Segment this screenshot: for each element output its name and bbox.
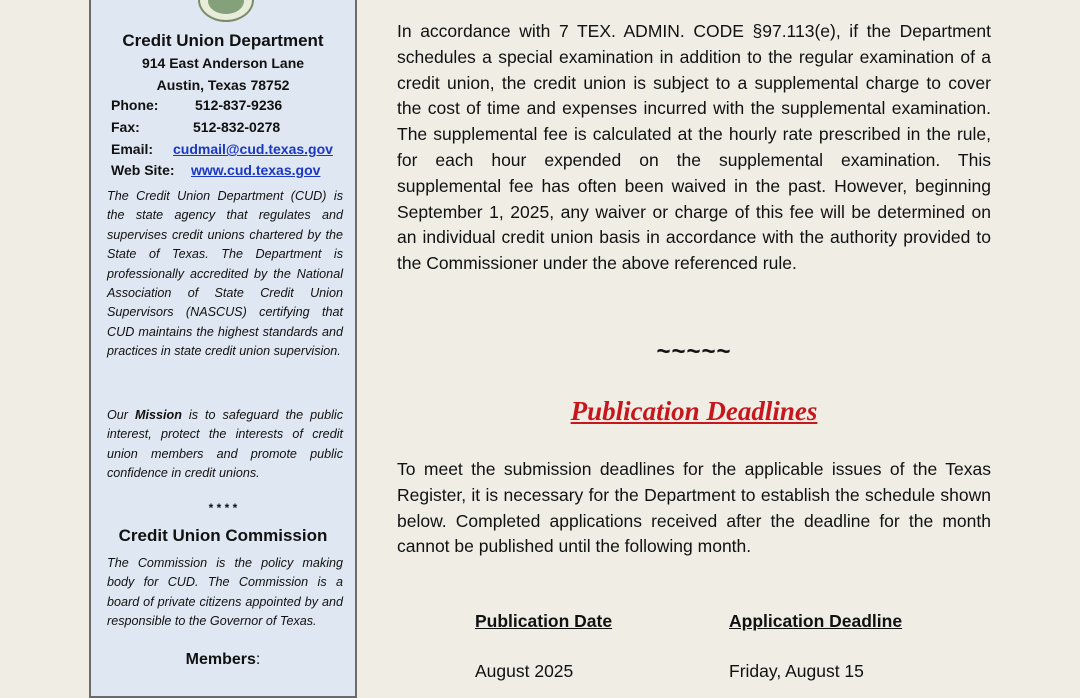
phone-label: Phone: — [111, 97, 159, 113]
members-label: Members — [185, 651, 256, 668]
mission-prefix: Our — [107, 408, 128, 422]
email-link[interactable]: cudmail@cud.texas.gov — [173, 141, 333, 157]
commission-title: Credit Union Commission — [118, 526, 328, 545]
about-text: The Credit Union Department (CUD) is the state agency that regulates and supervises credit unions chartered by the State of Texas. The Department is professionally accredited by the National Association of State Credit Union Supervisors (NASCUS) certifying that CUD maintains the highest standards and practices in state credit union supervision. — [107, 189, 343, 359]
deadlines-paragraph: To meet the submission deadlines for the applicable issues of the Texas Register, it is necessary for the Department to establish the schedule shown below. Completed applications received after the deadline for the month cannot be published until the following month. — [397, 459, 991, 557]
table-cell-application-deadline: Friday, August 15 — [729, 661, 864, 681]
mission-text — [107, 406, 343, 484]
email-label: Email: — [111, 141, 154, 157]
fax-value: 512-832-0278 — [193, 119, 281, 135]
website-row — [111, 162, 321, 178]
email-row — [111, 141, 333, 157]
table-header-application-deadline: Application Deadline — [729, 611, 903, 631]
fax-row — [111, 119, 281, 135]
mission-word: Mission — [135, 408, 182, 422]
org-title: Credit Union Department — [122, 31, 324, 50]
website-link[interactable]: www.cud.texas.gov — [191, 162, 321, 178]
members-colon: : — [255, 651, 261, 668]
commission-text: The Commission is the policy making body for CUD. The Commission is a board of private citizens appointed by and responsible to the Governor of Texas. — [107, 556, 343, 629]
table-header-publication-date: Publication Date — [475, 611, 613, 631]
address-line-1: 914 East Anderson Lane — [141, 55, 305, 71]
members-heading — [91, 651, 355, 669]
separator-stars: * * * * — [208, 501, 238, 515]
website-label: Web Site: — [111, 162, 175, 178]
sidebar-panel — [89, 0, 357, 698]
section-divider: ~~~~~ — [656, 338, 732, 365]
table-cell-publication-date: August 2025 — [475, 661, 574, 681]
address-line-2: Austin, Texas 78752 — [156, 77, 290, 93]
fax-label: Fax: — [111, 119, 140, 135]
phone-value: 512-837-9236 — [195, 97, 283, 113]
supplemental-fee-paragraph: In accordance with 7 TEX. ADMIN. CODE §97.113(e), if the Department schedules a special examination in addition to the regular examination of a credit union, the credit union is subject to a supplemental charge to cover the cost of time and expenses incurred with the supplemental examination. The supplemental fee is calculated at the hourly rate prescribed in the rule, for each hour expended on the supplemental examination. This supplemental fee has often been waived in the past. However, beginning September 1, 2025, any waiver or charge of this fee will be determined on an individual credit union basis in accordance with the authority provided to the Commissioner under the above referenced rule. — [397, 21, 991, 274]
section-heading: Publication Deadlines — [570, 396, 818, 426]
state-seal-icon — [198, 0, 254, 22]
phone-row — [111, 97, 283, 113]
mission-body: is to safeguard the public interest, protect the interests of credit union members and promote public confidence in credit unions. — [107, 408, 343, 481]
